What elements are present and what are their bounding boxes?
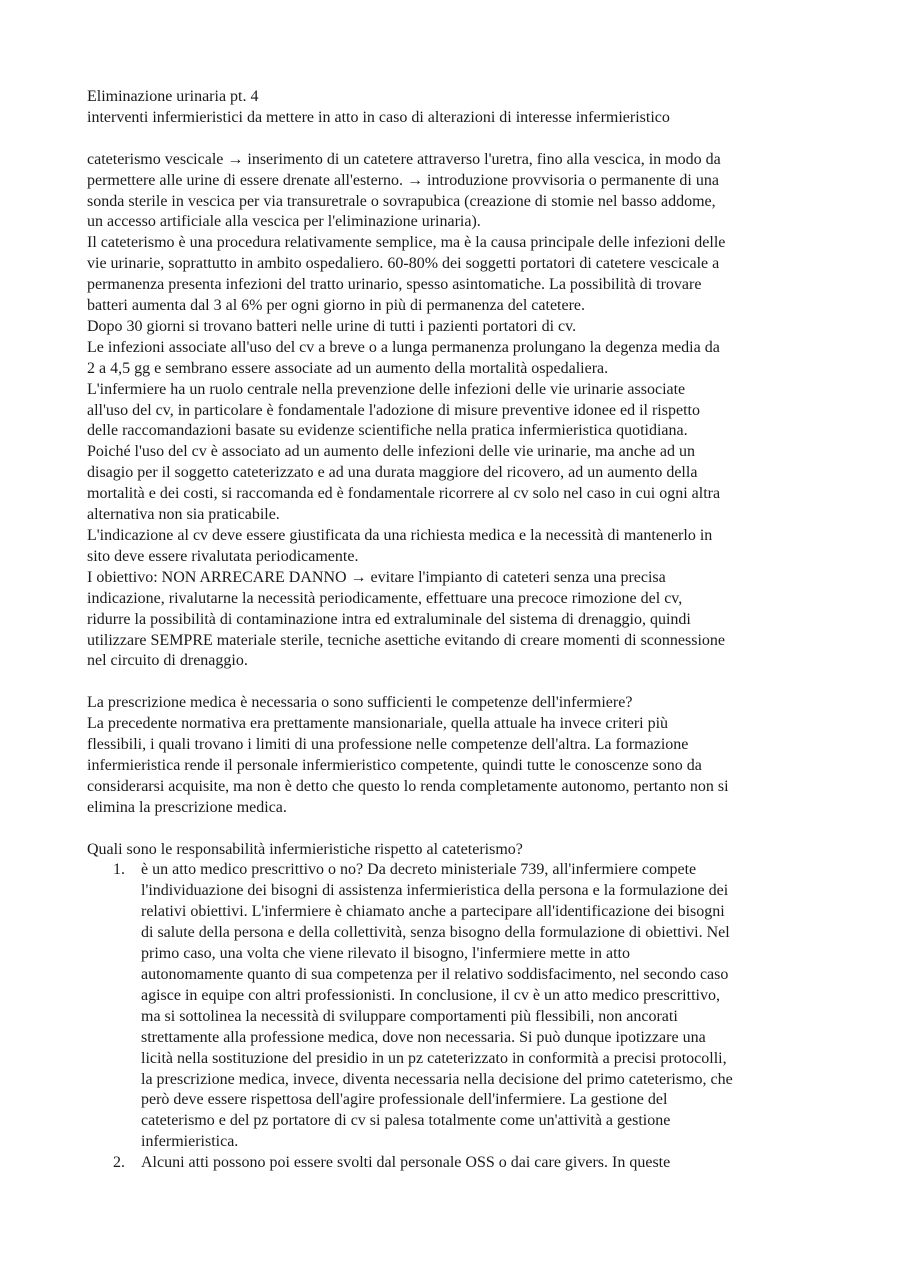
- prescription-section: [87, 693, 827, 818]
- paragraph-line: ridurre la possibilità di contaminazione intra ed extraluminale del sistema di drenaggio, quindi: [87, 610, 691, 628]
- paragraph-line: Dopo 30 giorni si trovano batteri nelle urine di tutti i pazienti portatori di cv.: [87, 317, 577, 335]
- paragraph-line: disagio per il soggetto cateterizzato e ad una durata maggiore del ricovero, ad un aumento della: [87, 464, 698, 482]
- list-item-line: infermieristica.: [141, 1133, 239, 1151]
- paragraph-line: permanenza presenta infezioni del tratto urinario, spesso asintomatiche. La possibilità di trovare: [87, 276, 702, 294]
- paragraph-line: utilizzare SEMPRE materiale sterile, tecniche asettiche evitando di creare momenti di sconnessione: [87, 631, 725, 649]
- list-item-number: 2.: [113, 1154, 125, 1172]
- document-subtitle: interventi infermieristici da mettere in atto in caso di alterazioni di interesse infermieristico: [87, 108, 670, 126]
- paragraph-line: all'uso del cv, in particolare è fondamentale l'adozione di misure preventive idonee ed il rispetto: [87, 401, 700, 419]
- paragraph-line: sonda sterile in vescica per via transuretrale o sovrapubica (creazione di stomie nel basso addome,: [87, 192, 716, 210]
- paragraph-line: Le infezioni associate all'uso del cv a breve o a lunga permanenza prolungano la degenza media da: [87, 338, 720, 356]
- list-item-line: di salute della persona e della collettività, senza bisogno della formulazione di obiettivi. Nel: [141, 924, 730, 942]
- list-item-line: agisce in equipe con altri professionisti. In conclusione, il cv è un atto medico prescrittivo,: [141, 986, 720, 1004]
- paragraph-line: infermieristica rende il personale infermieristico competente, quindi tutte le conoscenze sono da: [87, 756, 702, 774]
- document-title: Eliminazione urinaria pt. 4: [87, 88, 259, 105]
- responsibility-question: Quali sono le responsabilità infermieristiche rispetto al cateterismo?: [87, 840, 523, 858]
- paragraph-line: Il cateterismo è una procedura relativamente semplice, ma è la causa principale delle infezioni delle: [87, 234, 726, 252]
- list-item-line: Alcuni atti possono poi essere svolti dal personale OSS o dai care givers. In queste: [141, 1154, 671, 1172]
- paragraph-line: indicazione, rivalutarne la necessità periodicamente, effettuare una precoce rimozione del cv,: [87, 589, 683, 607]
- paragraph-line: flessibili, i quali trovano i limiti di una professione nelle competenze dell'altra. La formazione: [87, 736, 689, 754]
- list-item-line: cateterismo e del pz portatore di cv si palesa totalmente come un'attività a gestione: [141, 1112, 671, 1130]
- list-item-line: strettamente alla professione medica, dove non necessaria. Si può dunque ipotizzare una: [141, 1028, 706, 1046]
- list-item-line: licità nella sostituzione del presidio in un pz cateterizzato in conformità a precisi protocolli,: [141, 1049, 727, 1067]
- paragraph-line: L'indicazione al cv deve essere giustificata da una richiesta medica e la necessità di mantenerlo in: [87, 527, 713, 545]
- paragraph-line: Poiché l'uso del cv è associato ad un aumento delle infezioni delle vie urinarie, ma anche ad un: [87, 443, 695, 461]
- document-page: [87, 87, 827, 1174]
- paragraph-line: un accesso artificiale alla vescica per l'eliminazione urinaria).: [87, 213, 481, 231]
- spacer: [87, 672, 827, 693]
- paragraph-line: mortalità e dei costi, si raccomanda ed è fondamentale ricorrere al cv solo nel caso in cui ogni altra: [87, 485, 721, 503]
- list-item: [87, 1153, 827, 1174]
- list-item-line: relativi obiettivi. L'infermiere è chiamato anche a partecipare all'identificazione dei bisogni: [141, 903, 725, 921]
- paragraph-line: 2 a 4,5 gg e sembrano essere associate ad un aumento della mortalità ospedaliera.: [87, 359, 609, 377]
- list-item: [87, 860, 827, 1153]
- paragraph-line: batteri aumenta dal 3 al 6% per ogni giorno in più di permanenza del catetere.: [87, 297, 586, 315]
- paragraph-line: delle raccomandazioni basate su evidenze scientifiche nella pratica infermieristica quotidiana.: [87, 422, 688, 440]
- paragraph-line: vie urinarie, soprattutto in ambito ospedaliero. 60-80% dei soggetti portatori di catetere vescicale a: [87, 255, 720, 273]
- paragraph-line: alternativa non sia praticabile.: [87, 506, 280, 524]
- paragraph-line: L'infermiere ha un ruolo centrale nella prevenzione delle infezioni delle vie urinarie associate: [87, 380, 686, 398]
- spacer: [87, 819, 827, 840]
- paragraph-line: I obiettivo: NON ARRECARE DANNO → evitare l'impianto di cateteri senza una precisa: [87, 568, 666, 586]
- responsibility-list: [87, 860, 827, 1174]
- paragraph-line: considerarsi acquisite, ma non è detto che questo lo renda completamente autonomo, pertanto non si: [87, 777, 729, 795]
- list-item-line: autonomamente quanto di sua competenza per il relativo soddisfacimento, nel secondo caso: [141, 966, 729, 984]
- paragraph-line: La precedente normativa era prettamente mansionariale, quella attuale ha invece criteri più: [87, 715, 669, 733]
- paragraph-line: sito deve essere rivalutata periodicamente.: [87, 547, 359, 565]
- list-item-line: l'individuazione dei bisogni di assistenza infermieristica della persona e la formulazione dei: [141, 882, 729, 900]
- list-item-line: però deve essere rispettosa dell'agire professionale dell'infermiere. La gestione del: [141, 1091, 668, 1109]
- paragraph-line: La prescrizione medica è necessaria o sono sufficienti le competenze dell'infermiere?: [87, 694, 633, 712]
- list-item-line: è un atto medico prescrittivo o no? Da decreto ministeriale 739, all'infermiere compete: [141, 861, 697, 879]
- list-item-line: ma si sottolinea la necessità di sviluppare comportamenti più flessibili, non ancorati: [141, 1007, 678, 1025]
- paragraph-line: nel circuito di drenaggio.: [87, 652, 248, 670]
- paragraph-line: elimina la prescrizione medica.: [87, 798, 287, 816]
- list-item-number: 1.: [113, 861, 125, 879]
- list-item-line: la prescrizione medica, invece, diventa necessaria nella decisione del primo cateterismo, che: [141, 1070, 733, 1088]
- paragraph-line: cateterismo vescicale → inserimento di un catetere attraverso l'uretra, fino alla vescica, in modo da: [87, 150, 721, 168]
- list-item-line: primo caso, una volta che viene rilevato il bisogno, l'infermiere mette in atto: [141, 945, 630, 963]
- catheterism-section: [87, 150, 827, 673]
- paragraph-line: permettere alle urine di essere drenate all'esterno. → introduzione provvisoria o permanente di una: [87, 171, 719, 189]
- spacer: [87, 129, 827, 150]
